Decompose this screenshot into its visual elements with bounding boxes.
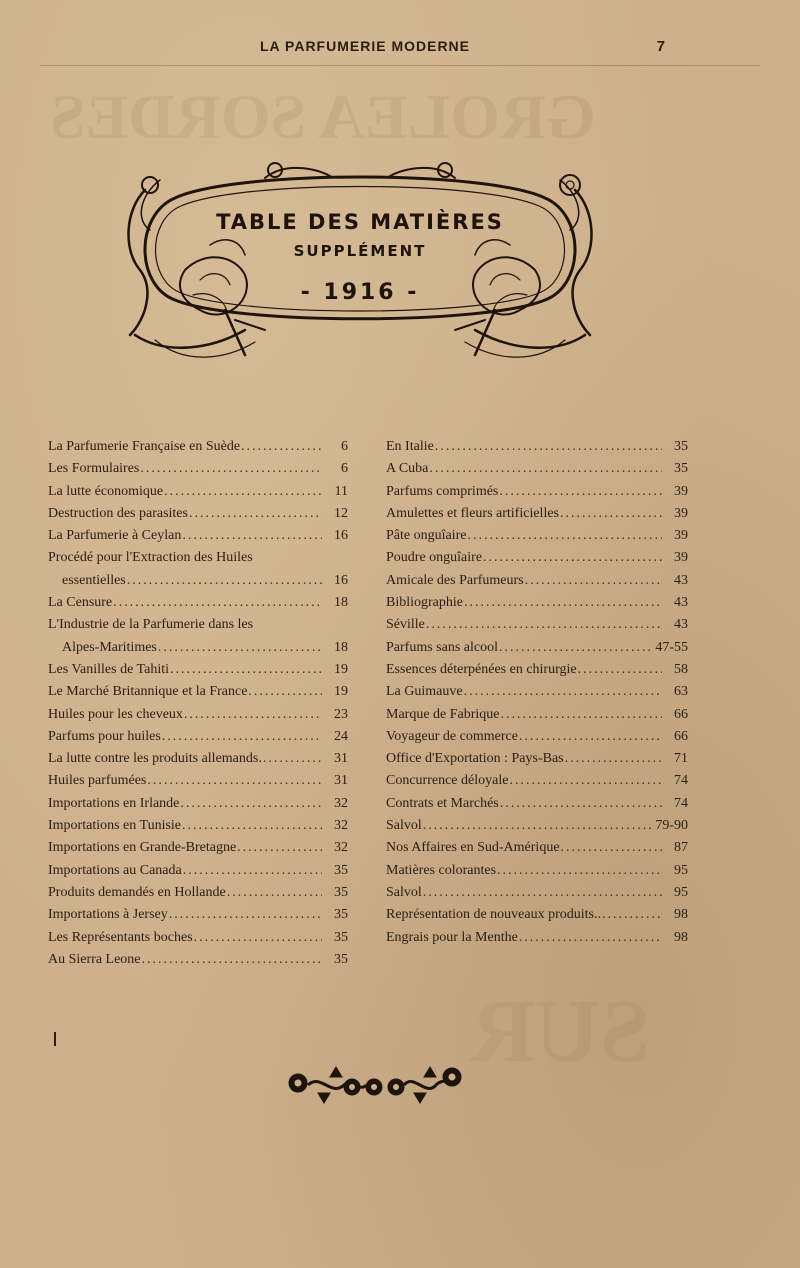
toc-entry-title: Amulettes et fleurs artificielles — [386, 505, 559, 521]
toc-entry — [48, 458, 348, 480]
toc-entry-title: Pâte onguîaire — [386, 528, 467, 544]
toc-entry-page: 19 — [334, 661, 348, 677]
toc-entry-page: 43 — [674, 595, 688, 611]
leader-dots — [194, 927, 322, 949]
toc-entry — [386, 436, 688, 458]
toc-entry-title: Parfums comprimés — [386, 483, 499, 499]
leader-dots — [560, 503, 662, 525]
toc-entry-title: La Censure — [48, 595, 113, 611]
toc-entry — [386, 570, 688, 592]
toc-entry — [48, 837, 348, 859]
toc-entry-page: 32 — [334, 795, 348, 811]
leader-dots — [113, 592, 322, 614]
toc-entry-title: Amicale des Parfumeurs — [386, 572, 524, 588]
leader-dots — [423, 882, 662, 904]
bottom-ornament — [286, 1063, 462, 1107]
toc-entry-page: 35 — [334, 951, 348, 967]
toc-entry-page: 11 — [334, 483, 348, 499]
toc-entry-page: 6 — [341, 461, 348, 477]
toc-entry — [386, 770, 688, 792]
toc-entry-title: Bibliographie — [386, 595, 463, 611]
toc-entry-title: Produits demandés en Hollande — [48, 884, 226, 900]
toc-entry — [48, 860, 348, 882]
toc-entry-page: 35 — [334, 884, 348, 900]
toc-entry-page: 43 — [674, 572, 688, 588]
leader-dots — [464, 681, 662, 703]
leader-dots — [183, 860, 322, 882]
leader-dots — [184, 704, 322, 726]
leader-dots — [509, 770, 662, 792]
toc-entry-title: La Parfumerie Française en Suède — [48, 439, 241, 454]
leader-dots — [578, 659, 662, 681]
leader-dots — [483, 547, 662, 569]
leader-dots — [147, 770, 322, 792]
toc-entry — [48, 570, 348, 592]
toc-entry-page: 35 — [334, 929, 348, 945]
toc-entry-title: Marque de Fabrique — [386, 706, 500, 722]
toc-entry-title: Parfums sans alcool — [386, 639, 498, 655]
leader-dots — [519, 927, 662, 949]
toc-entry-page: 66 — [674, 706, 688, 722]
toc-entry — [48, 637, 348, 659]
toc-entry — [48, 770, 348, 792]
toc-entry-title: Les Formulaires — [48, 461, 140, 477]
toc-entry — [386, 860, 688, 882]
toc-entry-page: 6 — [341, 439, 348, 454]
toc-entry-page: 12 — [334, 505, 348, 521]
toc-entry-title: Séville — [386, 617, 425, 633]
toc-entry — [48, 882, 348, 904]
toc-entry-title: Engrais pour la Menthe — [386, 929, 518, 945]
toc-entry — [386, 547, 688, 569]
toc-entry-title: Nos Affaires en Sud-Amérique — [386, 840, 560, 856]
toc-entry — [48, 503, 348, 525]
toc-entry-page: 39 — [674, 550, 688, 566]
toc-entry-page: 39 — [674, 483, 688, 499]
toc-entry-title: Les Représentants boches — [48, 929, 193, 945]
toc-entry-title: Office d'Exportation : Pays-Bas — [386, 751, 564, 767]
toc-entry-title: Huiles pour les cheveux — [48, 706, 183, 722]
leader-dots — [467, 525, 662, 547]
toc-entry-title: Importations en Grande-Bretagne — [48, 840, 237, 856]
toc-entry-page: 79-90 — [655, 818, 688, 834]
toc-entry — [48, 659, 348, 681]
toc-entry-title: Poudre onguîaire — [386, 550, 483, 566]
toc-entry — [386, 815, 688, 837]
toc-entry-title: Matières colorantes — [386, 862, 497, 878]
leader-dots — [182, 815, 322, 837]
toc-entry-title: Salvol — [386, 884, 422, 900]
toc-entry — [386, 793, 688, 815]
leader-dots — [525, 570, 662, 592]
toc-entry — [386, 837, 688, 859]
toc-entry — [386, 882, 688, 904]
toc-entry-page: 18 — [334, 595, 348, 611]
toc-entry-title: La Guimauve — [386, 684, 463, 700]
leader-dots — [501, 704, 662, 726]
toc-entry — [48, 525, 348, 547]
leader-dots — [189, 503, 322, 525]
leader-dots — [497, 860, 662, 882]
leader-dots — [429, 458, 662, 480]
toc-entry — [386, 748, 688, 770]
leader-dots — [423, 815, 652, 837]
toc-entry — [48, 481, 348, 503]
leader-dots — [263, 748, 322, 770]
toc-entry-page: 63 — [674, 684, 688, 700]
toc-entry-title: Parfums pour huiles — [48, 728, 161, 744]
toc-entry-page: 39 — [674, 505, 688, 521]
toc-entry-title: Huiles parfumées — [48, 773, 147, 789]
toc-entry-title: essentielles — [62, 572, 126, 588]
toc-entry-title: La lutte économique — [48, 483, 164, 499]
toc-entry-title: Importations en Tunisie — [48, 818, 182, 834]
toc-entry-page: 43 — [674, 617, 688, 633]
toc-entry — [48, 436, 348, 458]
toc-right-column — [386, 436, 688, 949]
toc-entry — [386, 637, 688, 659]
show-through-decoration: SUR — [470, 982, 651, 1081]
toc-entry-title: A Cuba — [386, 461, 429, 477]
toc-entry-page: 18 — [334, 639, 348, 655]
toc-entry-title: Représentation de nouveaux produits.. — [386, 907, 602, 923]
leader-dots — [248, 681, 322, 703]
floral-cartouche-icon — [115, 160, 605, 370]
toc-entry — [386, 704, 688, 726]
toc-entry-page: 95 — [674, 862, 688, 878]
toc-entry-page: 31 — [334, 751, 348, 767]
leader-dots — [435, 436, 662, 458]
toc-entry-page: 74 — [674, 773, 688, 789]
toc-entry-page: 66 — [674, 728, 688, 744]
toc-entry-page: 35 — [674, 461, 688, 477]
toc-entry — [48, 592, 348, 614]
rose-vine-ornament-icon — [286, 1063, 462, 1107]
toc-entry-page: 16 — [334, 572, 348, 588]
toc-entry — [386, 681, 688, 703]
toc-entry-page: 32 — [334, 818, 348, 834]
running-title: LA PARFUMERIE MODERNE — [260, 38, 470, 54]
leader-dots — [170, 659, 322, 681]
toc-entry-page: 71 — [674, 751, 688, 767]
toc-entry — [386, 592, 688, 614]
show-through-decoration: GROLEA SORDES — [50, 81, 596, 152]
header-rule — [40, 65, 760, 66]
toc-entry — [48, 748, 348, 770]
leader-dots — [519, 726, 662, 748]
leader-dots — [565, 748, 662, 770]
toc-entry-title: Destruction des parasites — [48, 505, 188, 521]
leader-dots — [500, 793, 662, 815]
toc-entry-page: 19 — [334, 684, 348, 700]
toc-entry — [48, 614, 348, 636]
leader-dots — [499, 637, 651, 659]
toc-entry — [48, 815, 348, 837]
toc-entry-title: La Parfumerie à Ceylan — [48, 528, 182, 544]
cartouche-title: TABLE DES MATIÈRES — [216, 210, 504, 234]
printer-mark — [54, 1032, 56, 1046]
leader-dots — [499, 481, 662, 503]
toc-entry-title: Essences déterpénées en chirurgie — [386, 661, 577, 677]
toc-entry — [48, 547, 348, 569]
toc-entry — [48, 704, 348, 726]
toc-entry — [386, 904, 688, 926]
toc-entry-title: Importations en Irlande — [48, 795, 180, 811]
toc-entry-title: La lutte contre les produits allemands. — [48, 751, 262, 767]
cartouche-subtitle: SUPPLÉMENT — [293, 242, 427, 260]
toc-entry — [386, 614, 688, 636]
title-cartouche — [115, 160, 605, 370]
toc-entry-title: Voyageur de commerce — [386, 728, 518, 744]
cartouche-year: - 1916 - — [300, 280, 420, 305]
toc-entry-title: Importations au Canada — [48, 862, 182, 878]
toc-entry — [386, 927, 688, 949]
toc-entry-title: L'Industrie de la Parfumerie dans les — [48, 617, 254, 633]
toc-entry-title: Contrats et Marchés — [386, 795, 499, 811]
toc-entry-page: 31 — [334, 773, 348, 789]
toc-entry-page: 47-55 — [655, 639, 688, 655]
page-header — [0, 38, 800, 60]
toc-entry-title: En Italie — [386, 439, 434, 454]
leader-dots — [561, 837, 662, 859]
toc-entry — [48, 949, 348, 971]
leader-dots — [162, 726, 322, 748]
leader-dots — [227, 882, 322, 904]
toc-entry — [48, 681, 348, 703]
toc-entry — [386, 726, 688, 748]
toc-entry-title: Procédé pour l'Extraction des Huiles — [48, 550, 253, 566]
leader-dots — [426, 614, 662, 636]
leader-dots — [237, 837, 322, 859]
toc-entry — [48, 904, 348, 926]
toc-entry-page: 35 — [674, 439, 688, 454]
toc-entry-title: Le Marché Britannique et la France — [48, 684, 248, 700]
toc-entry-page: 98 — [674, 929, 688, 945]
toc-entry-page: 74 — [674, 795, 688, 811]
toc-entry-title: Les Vanilles de Tahiti — [48, 661, 169, 677]
toc-entry — [386, 481, 688, 503]
toc-entry-title: Importations à Jersey — [48, 907, 168, 923]
leader-dots — [158, 637, 322, 659]
toc-entry-page: 23 — [334, 706, 348, 722]
toc-entry-page: 24 — [334, 728, 348, 744]
leader-dots — [602, 904, 662, 926]
toc-left-column — [48, 436, 348, 971]
toc-entry-title: Concurrence déloyale — [386, 773, 509, 789]
toc-entry-page: 95 — [674, 884, 688, 900]
leader-dots — [464, 592, 662, 614]
toc-entry-page: 35 — [334, 862, 348, 878]
toc-entry-title: Au Sierra Leone — [48, 951, 141, 967]
toc-entry-page: 16 — [334, 528, 348, 544]
toc-entry-page: 39 — [674, 528, 688, 544]
leader-dots — [180, 793, 322, 815]
page-number: 7 — [656, 38, 665, 55]
leader-dots — [164, 481, 322, 503]
leader-dots — [142, 949, 322, 971]
toc-entry — [386, 525, 688, 547]
leader-dots — [127, 570, 322, 592]
toc-entry — [48, 927, 348, 949]
leader-dots — [241, 436, 322, 458]
leader-dots — [169, 904, 322, 926]
toc-entry-page: 87 — [674, 840, 688, 856]
toc-entry-page: 58 — [674, 661, 688, 677]
toc-entry-page: 32 — [334, 840, 348, 856]
toc-entry-title: Salvol — [386, 818, 422, 834]
toc-entry-page: 98 — [674, 907, 688, 923]
toc-entry-title: Alpes-Maritimes — [62, 639, 157, 655]
leader-dots — [140, 458, 322, 480]
toc-entry — [386, 503, 688, 525]
toc-entry — [386, 458, 688, 480]
toc-entry-page: 35 — [334, 907, 348, 923]
toc-entry — [48, 726, 348, 748]
toc-entry — [48, 793, 348, 815]
toc-entry — [386, 659, 688, 681]
leader-dots — [182, 525, 322, 547]
